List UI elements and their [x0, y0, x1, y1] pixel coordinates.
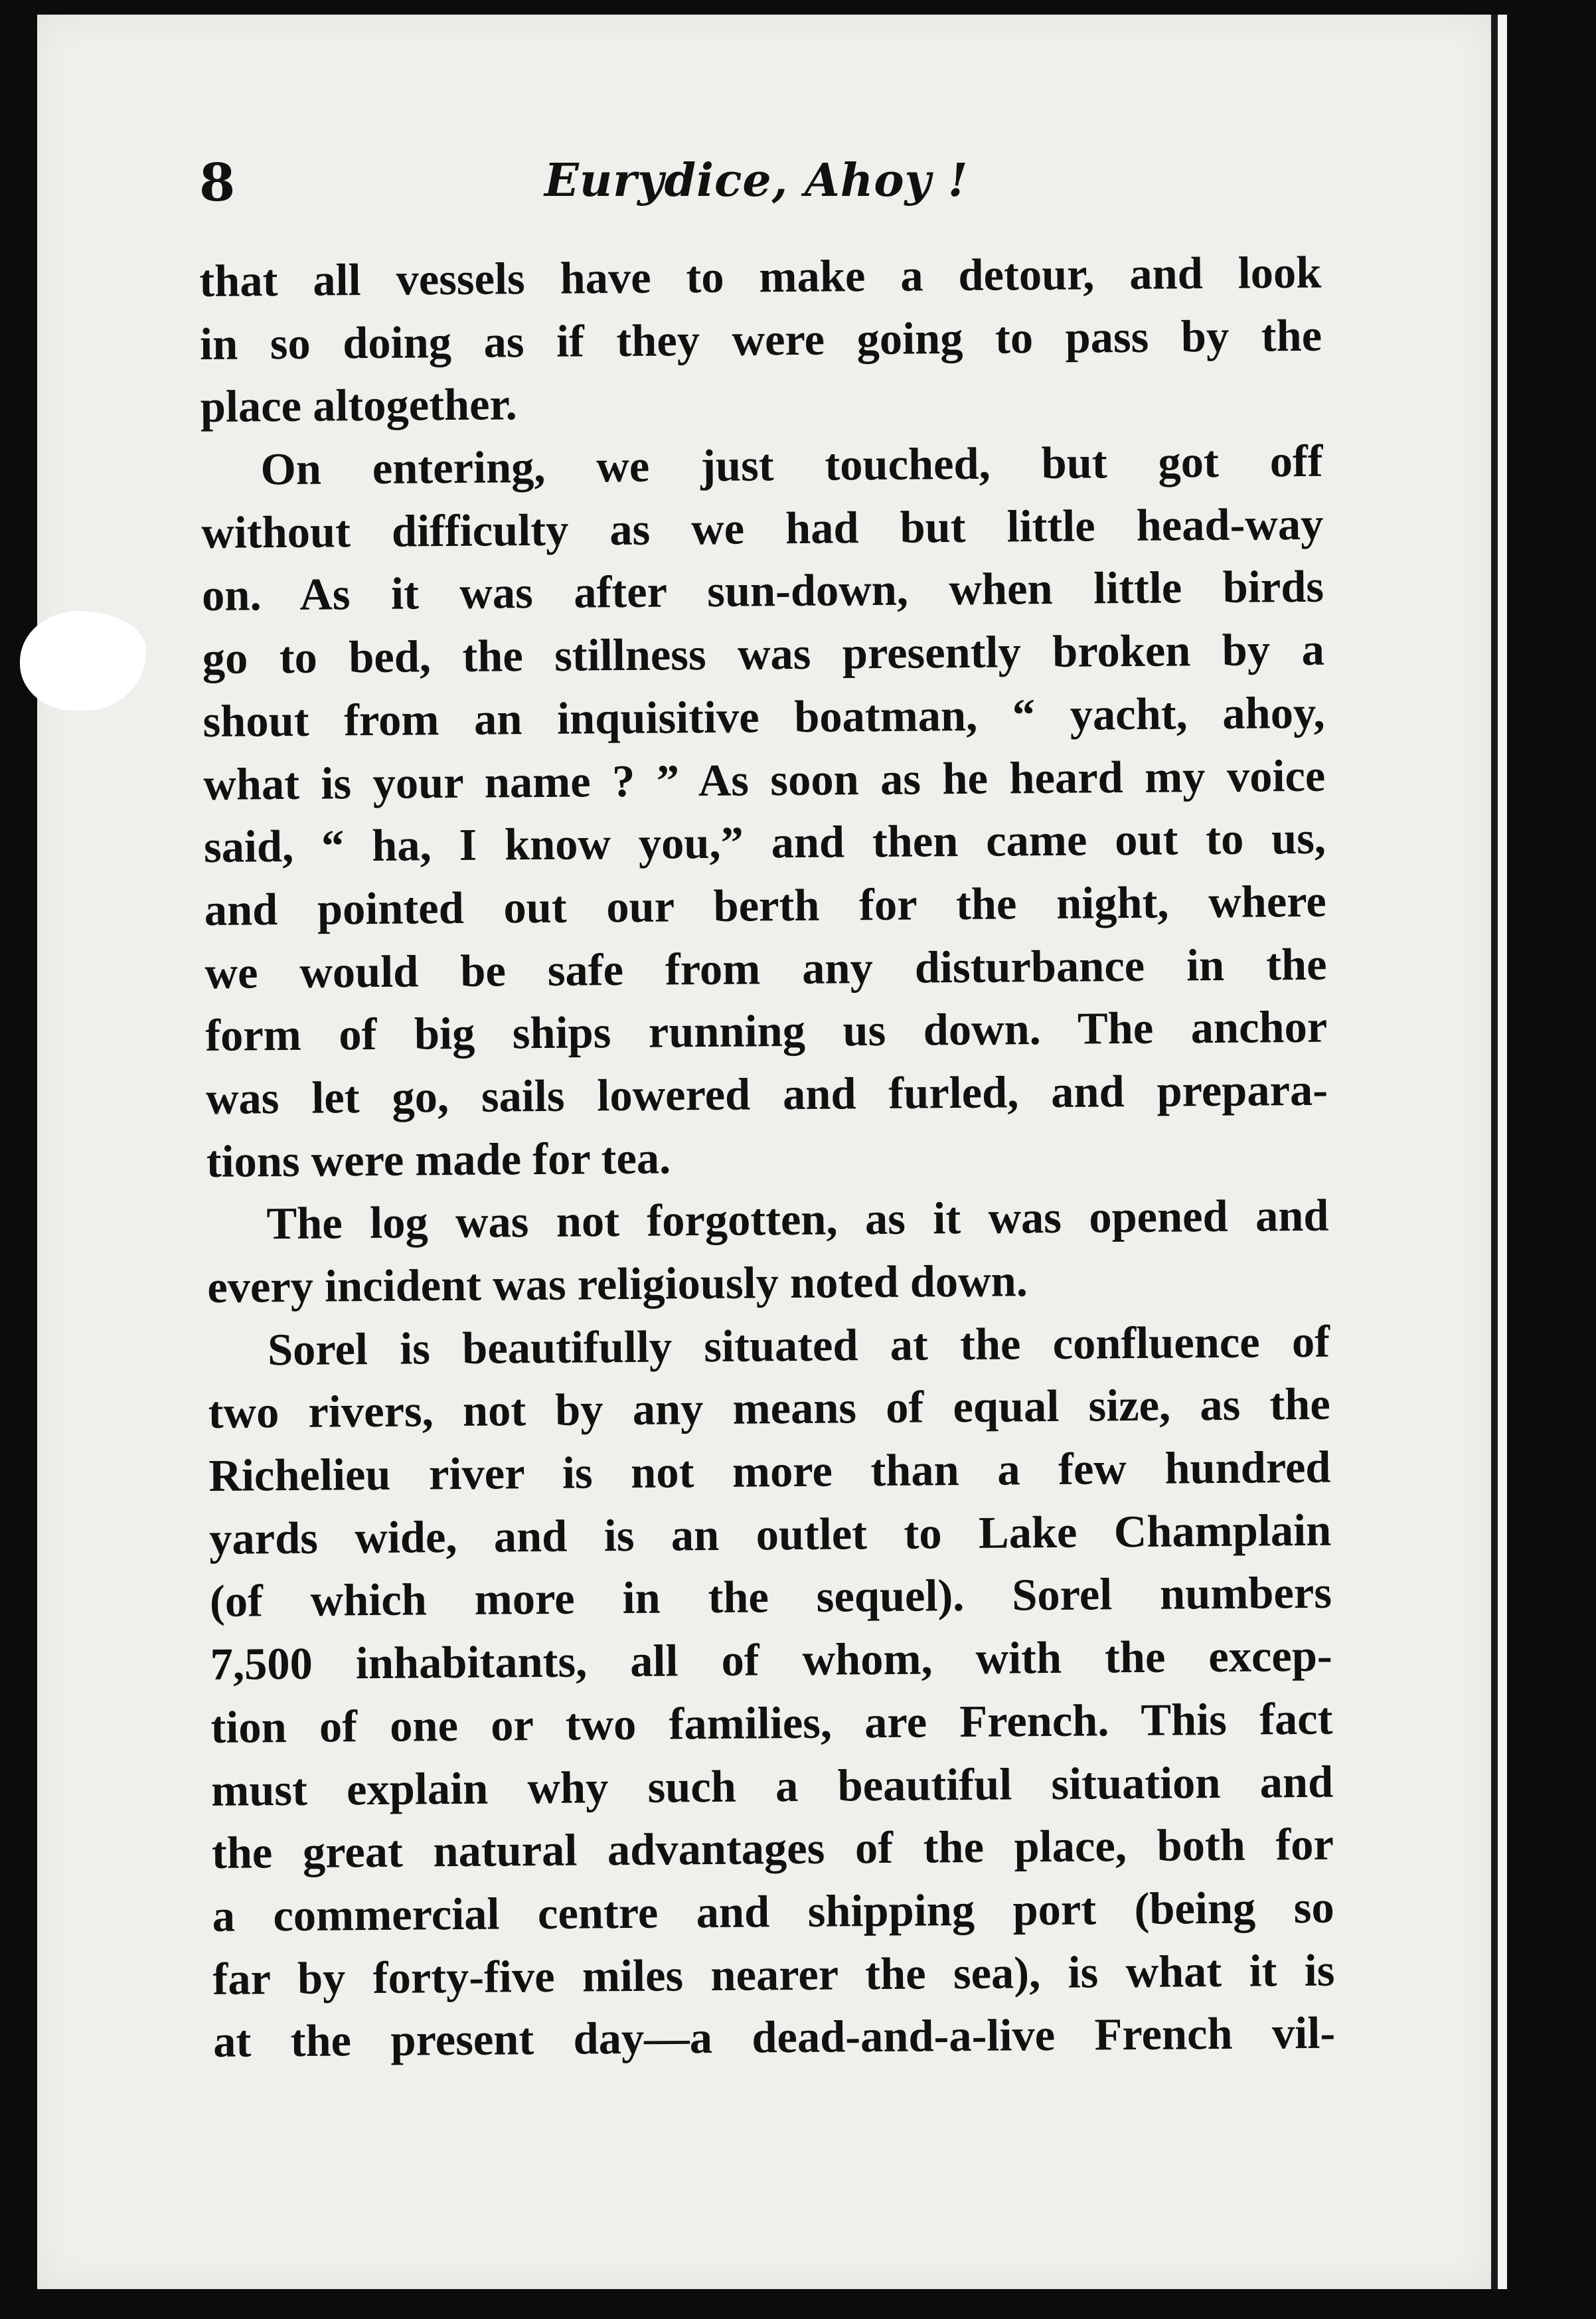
- text-line: 7,500 inhabitants, all of whom, with the excep-: [210, 1630, 1332, 1690]
- text-line: at the present day—a dead-and-a-live French vil-: [212, 2007, 1336, 2067]
- text-line: a commercial centre and shipping port (being so: [212, 1881, 1334, 1941]
- text-line: without difficulty as we had but little head-way: [201, 498, 1324, 558]
- text-line: far by forty-five miles nearer the sea), is what it is: [212, 1944, 1335, 2004]
- text-line: place altogether.: [200, 379, 517, 432]
- text-line: (of which more in the sequel). Sorel numbers: [209, 1567, 1332, 1627]
- text-line: go to bed, the stillness was presently broken by a: [202, 624, 1325, 684]
- text-line: the great natural advantages of the place, both for: [211, 1818, 1334, 1879]
- text-line: and pointed out our berth for the night, where: [204, 875, 1327, 935]
- page-header: [199, 147, 1315, 220]
- text-line: Sorel is beautifully situated at the confluence of: [267, 1316, 1330, 1375]
- text-line: shout from an inquisitive boatman, “ yacht, ahoy,: [202, 687, 1325, 746]
- page-number: 8: [199, 153, 236, 213]
- text-line: must explain why such a beautiful situation and: [210, 1756, 1334, 1816]
- text-line: we would be safe from any disturbance in the: [204, 938, 1327, 998]
- text-line: in so doing as if they were going to pass by the: [199, 309, 1322, 369]
- text-line: on. As it was after sun-down, when little birds: [201, 561, 1324, 621]
- text-line: tion of one or two families, are French. This fact: [210, 1693, 1333, 1753]
- text-line: was let go, sails lowered and furled, and prepara-: [205, 1064, 1328, 1124]
- book-spine-shadow: [1491, 15, 1498, 2289]
- text-line: tions were made for tea.: [206, 1132, 671, 1187]
- text-line: every incident was religiously noted down.: [206, 1255, 1028, 1312]
- text-line: On entering, we just touched, but got off: [260, 435, 1323, 495]
- text-line: yards wide, and is an outlet to Lake Champlain: [208, 1504, 1332, 1564]
- running-title: Eurydice, Ahoy !: [544, 154, 969, 207]
- text-line: that all vessels have to make a detour, and look: [199, 246, 1322, 306]
- text-line: Richelieu river is not more than a few hundred: [208, 1441, 1331, 1502]
- text-line: said, “ ha, I know you,” and then came out to us,: [203, 812, 1326, 873]
- text-line: The log was not forgotten, as it was opened and: [266, 1189, 1329, 1249]
- text-line: form of big ships running us down. The anchor: [204, 1001, 1328, 1061]
- text-line: two rivers, not by any means of equal size, as the: [208, 1379, 1331, 1438]
- body-text: [199, 241, 1336, 2073]
- text-line: what is your name ? ” As soon as he heard my voice: [203, 750, 1326, 810]
